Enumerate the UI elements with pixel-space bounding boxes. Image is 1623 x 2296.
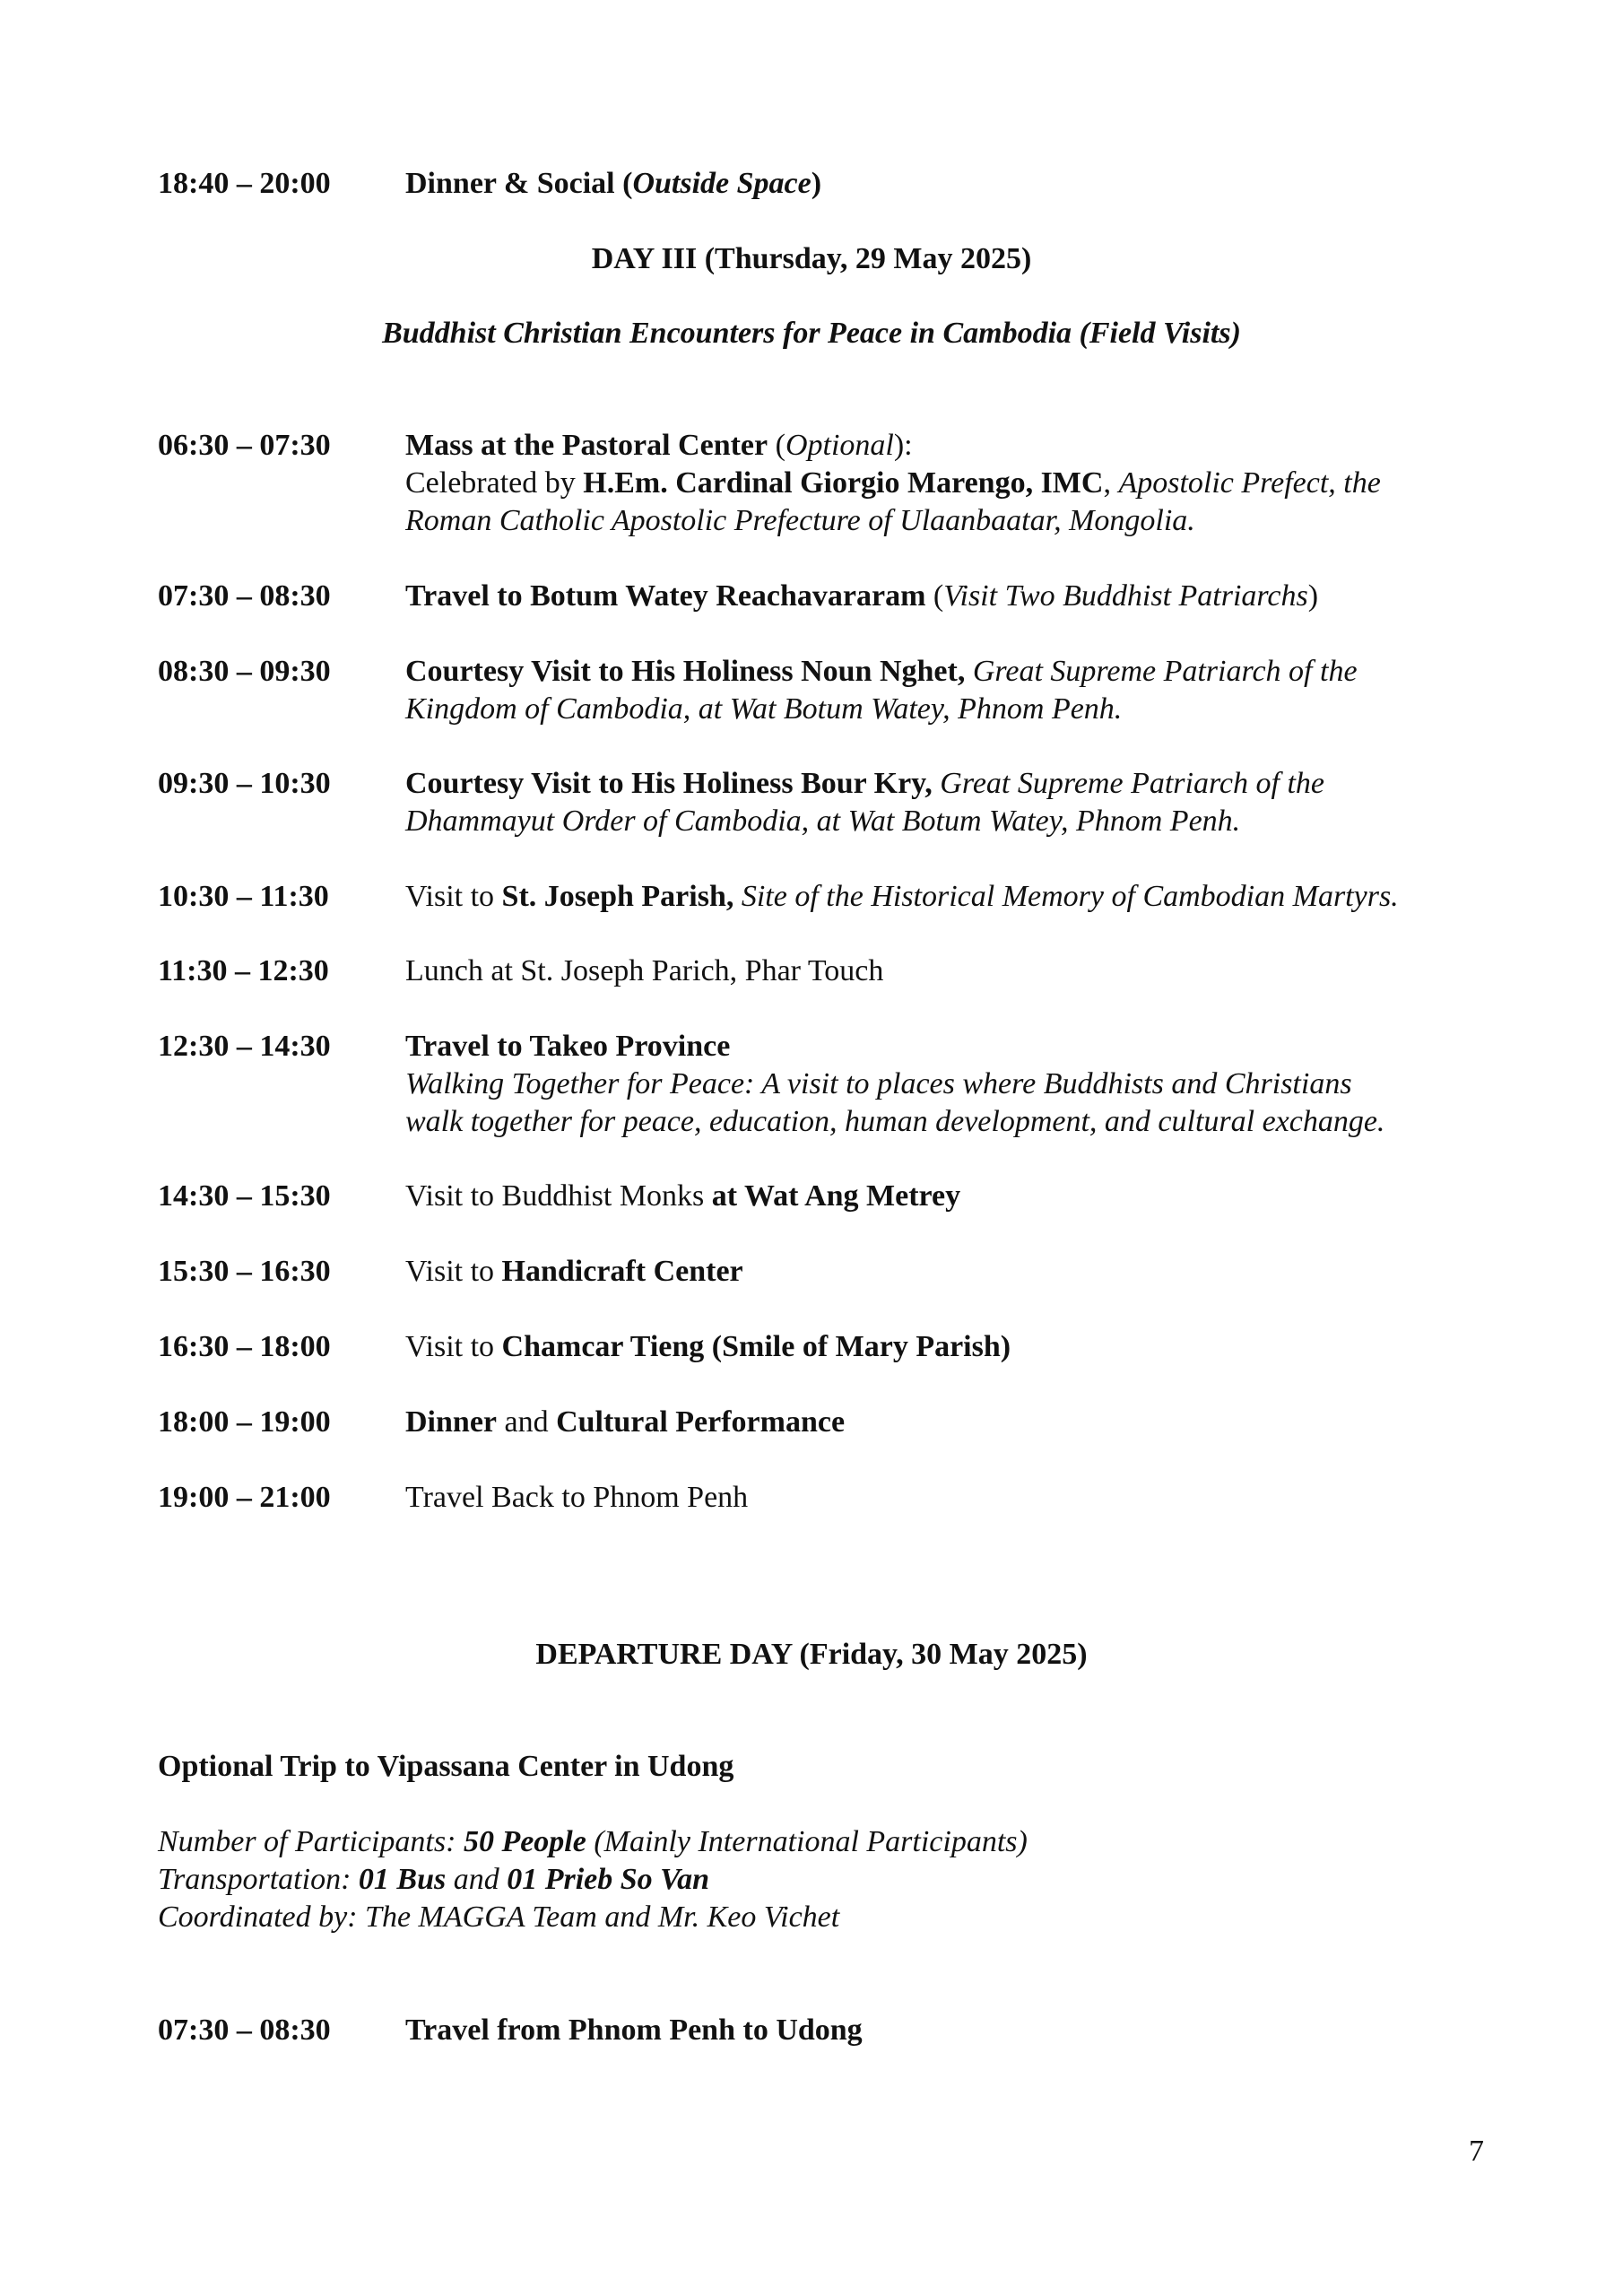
event-description: Visit to Chamcar Tieng (Smile of Mary Parish) (405, 1330, 1011, 1363)
event-description: Dinner and Cultural Performance (405, 1405, 846, 1439)
event-description: Travel from Phnom Penh to Udong (405, 2013, 863, 2047)
time-label: 10:30 – 11:30 (158, 880, 329, 913)
page-number: 7 (1469, 2135, 1484, 2168)
trip-details: Number of Participants: 50 People (Mainly International Participants) Transportation: 01 Bus and 01 Prieb So Van Coordinated by: The MAGGA Team and Mr. Keo Vichet (158, 1825, 1028, 1934)
event-description: Lunch at St. Joseph Parich, Phar Touch (405, 954, 884, 987)
event-description: Dinner & Social (Outside Space) (405, 167, 822, 200)
event-description: Travel to Botum Watey Reachavararam (Visit Two Buddhist Patriarchs) (405, 579, 1319, 613)
departure-heading: DEPARTURE DAY (Friday, 30 May 2025) (535, 1638, 1088, 1671)
event-description: Courtesy Visit to His Holiness Noun Nghet, Great Supreme Patriarch of the Kingdom of Cambodia, at Wat Botum Watey, Phnom Penh. (405, 655, 1358, 726)
day-subtitle: Buddhist Christian Encounters for Peace in Cambodia (Field Visits) (382, 317, 1241, 350)
time-label: 11:30 – 12:30 (158, 954, 329, 987)
event-description: Mass at the Pastoral Center (Optional): Celebrated by H.Em. Cardinal Giorgio Marengo, IMC, Apostolic Prefect, the Roman Catholic Apostolic Prefecture of Ulaanbaatar, Mongolia. (405, 429, 1381, 537)
time-label: 07:30 – 08:30 (158, 2013, 331, 2047)
event-description: Travel to Takeo Province Walking Together for Peace: A visit to places where Buddhists and Christians walk together for peace, education, human development, and cultural exchange. (405, 1030, 1385, 1138)
time-label: 18:40 – 20:00 (158, 167, 331, 200)
time-label: 14:30 – 15:30 (158, 1179, 331, 1213)
time-label: 09:30 – 10:30 (158, 767, 331, 800)
time-label: 06:30 – 07:30 (158, 429, 331, 462)
time-label: 07:30 – 08:30 (158, 579, 331, 613)
event-description: Travel Back to Phnom Penh (405, 1481, 749, 1514)
time-label: 16:30 – 18:00 (158, 1330, 331, 1363)
event-description: Visit to Buddhist Monks at Wat Ang Metrey (405, 1179, 961, 1213)
event-description: Courtesy Visit to His Holiness Bour Kry, Great Supreme Patriarch of the Dhammayut Order of Cambodia, at Wat Botum Watey, Phnom Penh. (405, 767, 1324, 838)
time-label: 15:30 – 16:30 (158, 1255, 331, 1288)
time-label: 12:30 – 14:30 (158, 1030, 331, 1063)
time-label: 19:00 – 21:00 (158, 1481, 331, 1514)
time-label: 18:00 – 19:00 (158, 1405, 331, 1439)
event-description: Visit to St. Joseph Parish, Site of the Historical Memory of Cambodian Martyrs. (405, 880, 1399, 913)
optional-trip-title: Optional Trip to Vipassana Center in Udong (158, 1750, 734, 1783)
time-label: 08:30 – 09:30 (158, 655, 331, 688)
day-heading: DAY III (Thursday, 29 May 2025) (591, 242, 1032, 275)
event-description: Visit to Handicraft Center (405, 1255, 743, 1288)
